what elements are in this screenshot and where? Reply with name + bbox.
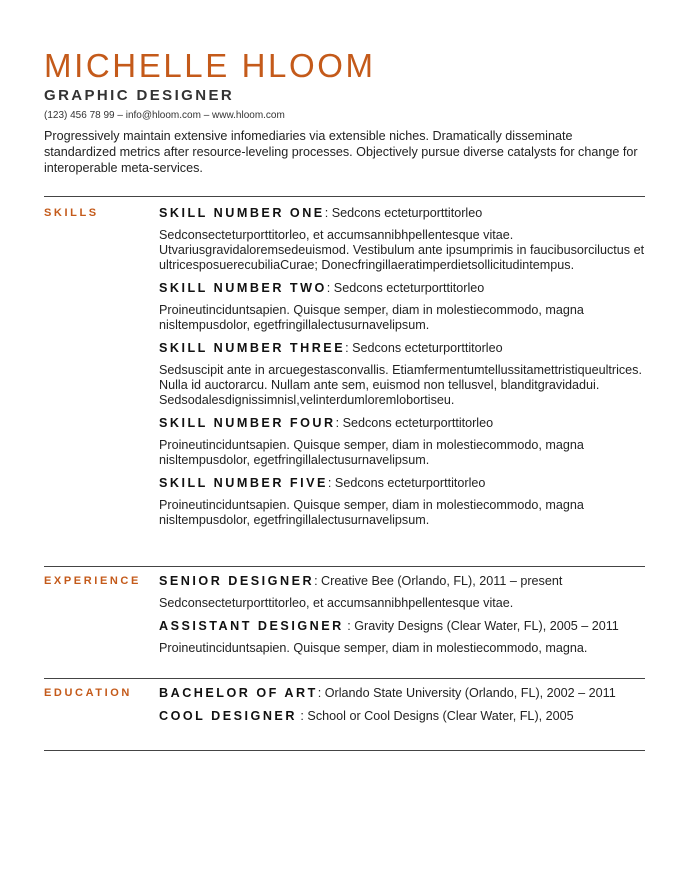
skill-entry [159, 205, 645, 273]
profile-summary: Progressively maintain extensive infomediaries via extensible niches. Dramatically disseminate standardized metrics after resource-leveling processes. Objectively pursue diverse catalysts for change for interoperable meta-services. [44, 129, 638, 175]
divider-bottom [44, 750, 645, 751]
skill-name: SKILL NUMBER ONE [159, 206, 325, 220]
skill-detail: : Sedcons ecteturporttitorleo [345, 341, 503, 355]
section-label-skills: SKILLS [44, 207, 99, 219]
job-entry [159, 618, 645, 656]
skill-name: SKILL NUMBER THREE [159, 341, 346, 355]
skill-entry [159, 280, 645, 333]
candidate-name: MICHELLE HLOOM [44, 47, 376, 84]
skill-description: Sedsuscipit ante in arcuegestasconvallis. Etiamfermentumtellussitamettristiqueultrices. Nulla id auctorarcu. Nullam ante sem, euismod non tellusvel, blanditgravidadui. Sedsodalesdignissimnisl,velinterdumloremlobortiseu. [159, 363, 642, 407]
degree-detail: : Orlando State University (Orlando, FL), 2002 – 2011 [317, 686, 616, 700]
skill-entry [159, 415, 645, 468]
skill-title-line [159, 415, 645, 431]
skill-detail: : Sedcons ecteturporttitorleo [327, 476, 486, 490]
skills-section [159, 205, 645, 535]
skill-detail: : Sedcons ecteturporttitorleo [335, 416, 494, 430]
divider-skills [44, 566, 645, 567]
skill-name: SKILL NUMBER TWO [159, 281, 327, 295]
divider-experience [44, 678, 645, 679]
experience-section [159, 573, 645, 663]
skill-entry [159, 340, 645, 408]
skill-detail: : Sedcons ecteturporttitorleo [324, 206, 483, 220]
skill-description: Sedconsecteturporttitorleo, et accumsannibhpellentesque vitae. Utvariusgravidaloremsedeuismod. Vestibulum ante ipsumprimis in faucibusorciluctus et ultricesposuerecubiliaCurae; Donecfringillaeratimperdietsollicitudintempus. [159, 228, 645, 272]
education-section [159, 685, 645, 731]
skill-entry [159, 475, 645, 528]
section-label-experience: EXPERIENCE [44, 575, 141, 587]
skill-title-line [159, 475, 645, 491]
degree-name: COOL DESIGNER [159, 709, 297, 723]
skill-detail: : Sedcons ecteturporttitorleo [326, 281, 485, 295]
job-position: ASSISTANT DESIGNER [159, 619, 344, 633]
contact-line: (123) 456 78 99 – info@hloom.com – www.hloom.com [44, 110, 285, 121]
job-entry [159, 573, 645, 611]
job-detail: : Gravity Designs (Clear Water, FL), 2005 – 2011 [343, 619, 619, 633]
job-title-line [159, 618, 645, 634]
degree-name: BACHELOR OF ART [159, 686, 318, 700]
skill-title-line [159, 340, 645, 356]
skill-description: Proineutinciduntsapien. Quisque semper, diam in molestiecommodo, magna nisltempusdolor, egetfringillalectusurnavelipsum. [159, 498, 584, 527]
degree-detail: : School or Cool Designs (Clear Water, FL), 2005 [296, 709, 574, 723]
job-title-line [159, 573, 645, 589]
skill-description: Proineutinciduntsapien. Quisque semper, diam in molestiecommodo, magna nisltempusdolor, egetfringillalectusurnavelipsum. [159, 438, 584, 467]
job-title: GRAPHIC DESIGNER [44, 87, 235, 104]
job-position: SENIOR DESIGNER [159, 574, 315, 588]
skill-name: SKILL NUMBER FIVE [159, 476, 328, 490]
education-entry [159, 708, 645, 724]
section-label-education: EDUCATION [44, 687, 132, 699]
skill-description: Proineutinciduntsapien. Quisque semper, diam in molestiecommodo, magna nisltempusdolor, egetfringillalectusurnavelipsum. [159, 303, 584, 332]
skill-title-line [159, 205, 645, 221]
education-entry [159, 685, 645, 701]
skill-name: SKILL NUMBER FOUR [159, 416, 336, 430]
divider-top [44, 196, 645, 197]
skill-title-line [159, 280, 645, 296]
job-description: Proineutinciduntsapien. Quisque semper, diam in molestiecommodo, magna. [159, 641, 588, 655]
job-detail: : Creative Bee (Orlando, FL), 2011 – present [314, 574, 563, 588]
job-description: Sedconsecteturporttitorleo, et accumsannibhpellentesque vitae. [159, 596, 514, 610]
